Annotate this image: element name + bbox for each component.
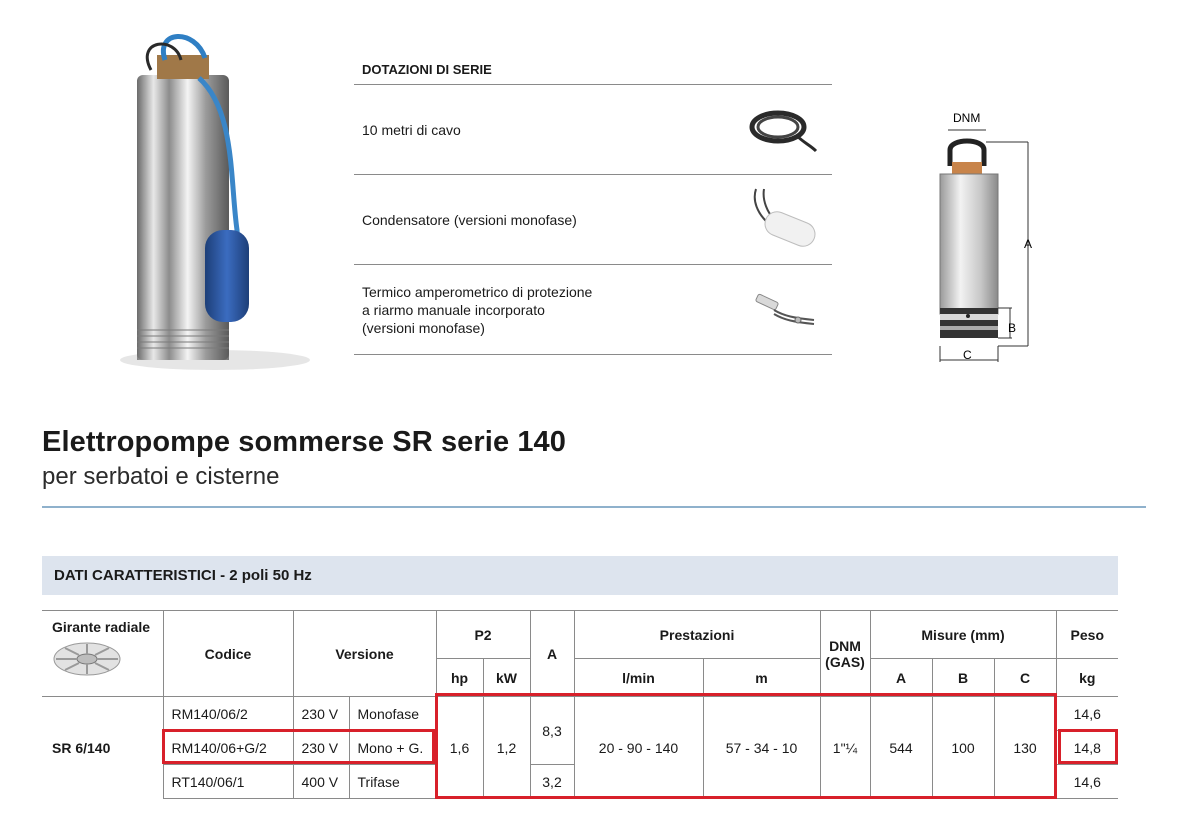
versione-header: Versione <box>293 611 436 697</box>
versione-cell: Mono + G. <box>349 731 436 765</box>
versione-cell: Monofase <box>349 697 436 731</box>
codice-cell: RM140/06/2 <box>163 697 293 731</box>
equipment-item <box>354 85 832 175</box>
m-cell: 57 - 34 - 10 <box>703 697 820 799</box>
dimension-drawing <box>920 108 1040 370</box>
equipment-item <box>354 265 832 355</box>
ampere-mono-cell: 8,3 <box>530 697 574 765</box>
peso-cell: 14,8 <box>1056 731 1118 765</box>
lmin-header: l/min <box>574 659 703 697</box>
c-dimension-label: C <box>963 348 972 362</box>
kw-cell: 1,2 <box>483 697 530 799</box>
technical-data-table <box>42 610 1118 799</box>
volt-cell: 400 V <box>293 765 349 799</box>
volt-cell: 230 V <box>293 731 349 765</box>
page-title: Elettropompe sommerse SR serie 140 <box>42 426 567 458</box>
dnm-header-label: DNM <box>829 637 861 654</box>
pump-product-photo <box>95 30 335 380</box>
codice-cell: RM140/06+G/2 <box>163 731 293 765</box>
table-row <box>42 697 1118 731</box>
kw-header: kW <box>483 659 530 697</box>
misure-header: Misure (mm) <box>870 611 1056 659</box>
ampere-tri-cell: 3,2 <box>530 765 574 799</box>
peso-cell: 14,6 <box>1056 765 1118 799</box>
dnm-header <box>820 611 870 697</box>
lmin-cell: 20 - 90 - 140 <box>574 697 703 799</box>
dnm-header-sub: (GAS) <box>825 653 865 670</box>
section-heading-bar: DATI CARATTERISTICI - 2 poli 50 Hz <box>42 556 1118 595</box>
p2-header: P2 <box>436 611 530 659</box>
title-divider <box>42 506 1146 508</box>
peso-header: Peso <box>1056 611 1118 659</box>
girante-header <box>42 611 163 697</box>
capacitor-icon <box>748 187 818 253</box>
equipment-item-text: Termico amperometrico di protezione a riarmo manuale incorporato (versioni monofase) <box>362 283 593 336</box>
thermal-protector-icon <box>754 290 818 330</box>
volt-cell: 230 V <box>293 697 349 731</box>
peso-cell: 14,6 <box>1056 697 1118 731</box>
hp-header: hp <box>436 659 483 697</box>
standard-equipment-list <box>354 56 832 355</box>
ampere-header: A <box>530 611 574 697</box>
equipment-item-text: 10 metri di cavo <box>362 121 461 138</box>
dnm-cell: 1"¼ <box>820 697 870 799</box>
hp-cell: 1,6 <box>436 697 483 799</box>
prestazioni-header: Prestazioni <box>574 611 820 659</box>
kg-header: kg <box>1056 659 1118 697</box>
codice-header: Codice <box>163 611 293 697</box>
standard-equipment-heading: DOTAZIONI DI SERIE <box>354 56 832 85</box>
radial-impeller-icon <box>52 639 122 679</box>
page-subtitle: per serbatoi e cisterne <box>42 463 280 490</box>
cable-coil-icon <box>748 105 818 155</box>
dnm-dimension-label: DNM <box>953 111 981 125</box>
b-dimension-label: B <box>1008 321 1017 335</box>
model-name: SR 6/140 <box>42 697 163 799</box>
equipment-item-text: Condensatore (versioni monofase) <box>362 211 577 228</box>
misure-c-header: C <box>994 659 1056 697</box>
misure-b-header: B <box>932 659 994 697</box>
m-header: m <box>703 659 820 697</box>
girante-label: Girante radiale <box>52 619 151 635</box>
equipment-item <box>354 175 832 265</box>
misure-c-cell: 130 <box>994 697 1056 799</box>
misure-b-cell: 100 <box>932 697 994 799</box>
codice-cell: RT140/06/1 <box>163 765 293 799</box>
a-dimension-label: A <box>1024 237 1033 251</box>
versione-cell: Trifase <box>349 765 436 799</box>
misure-a-cell: 544 <box>870 697 932 799</box>
misure-a-header: A <box>870 659 932 697</box>
